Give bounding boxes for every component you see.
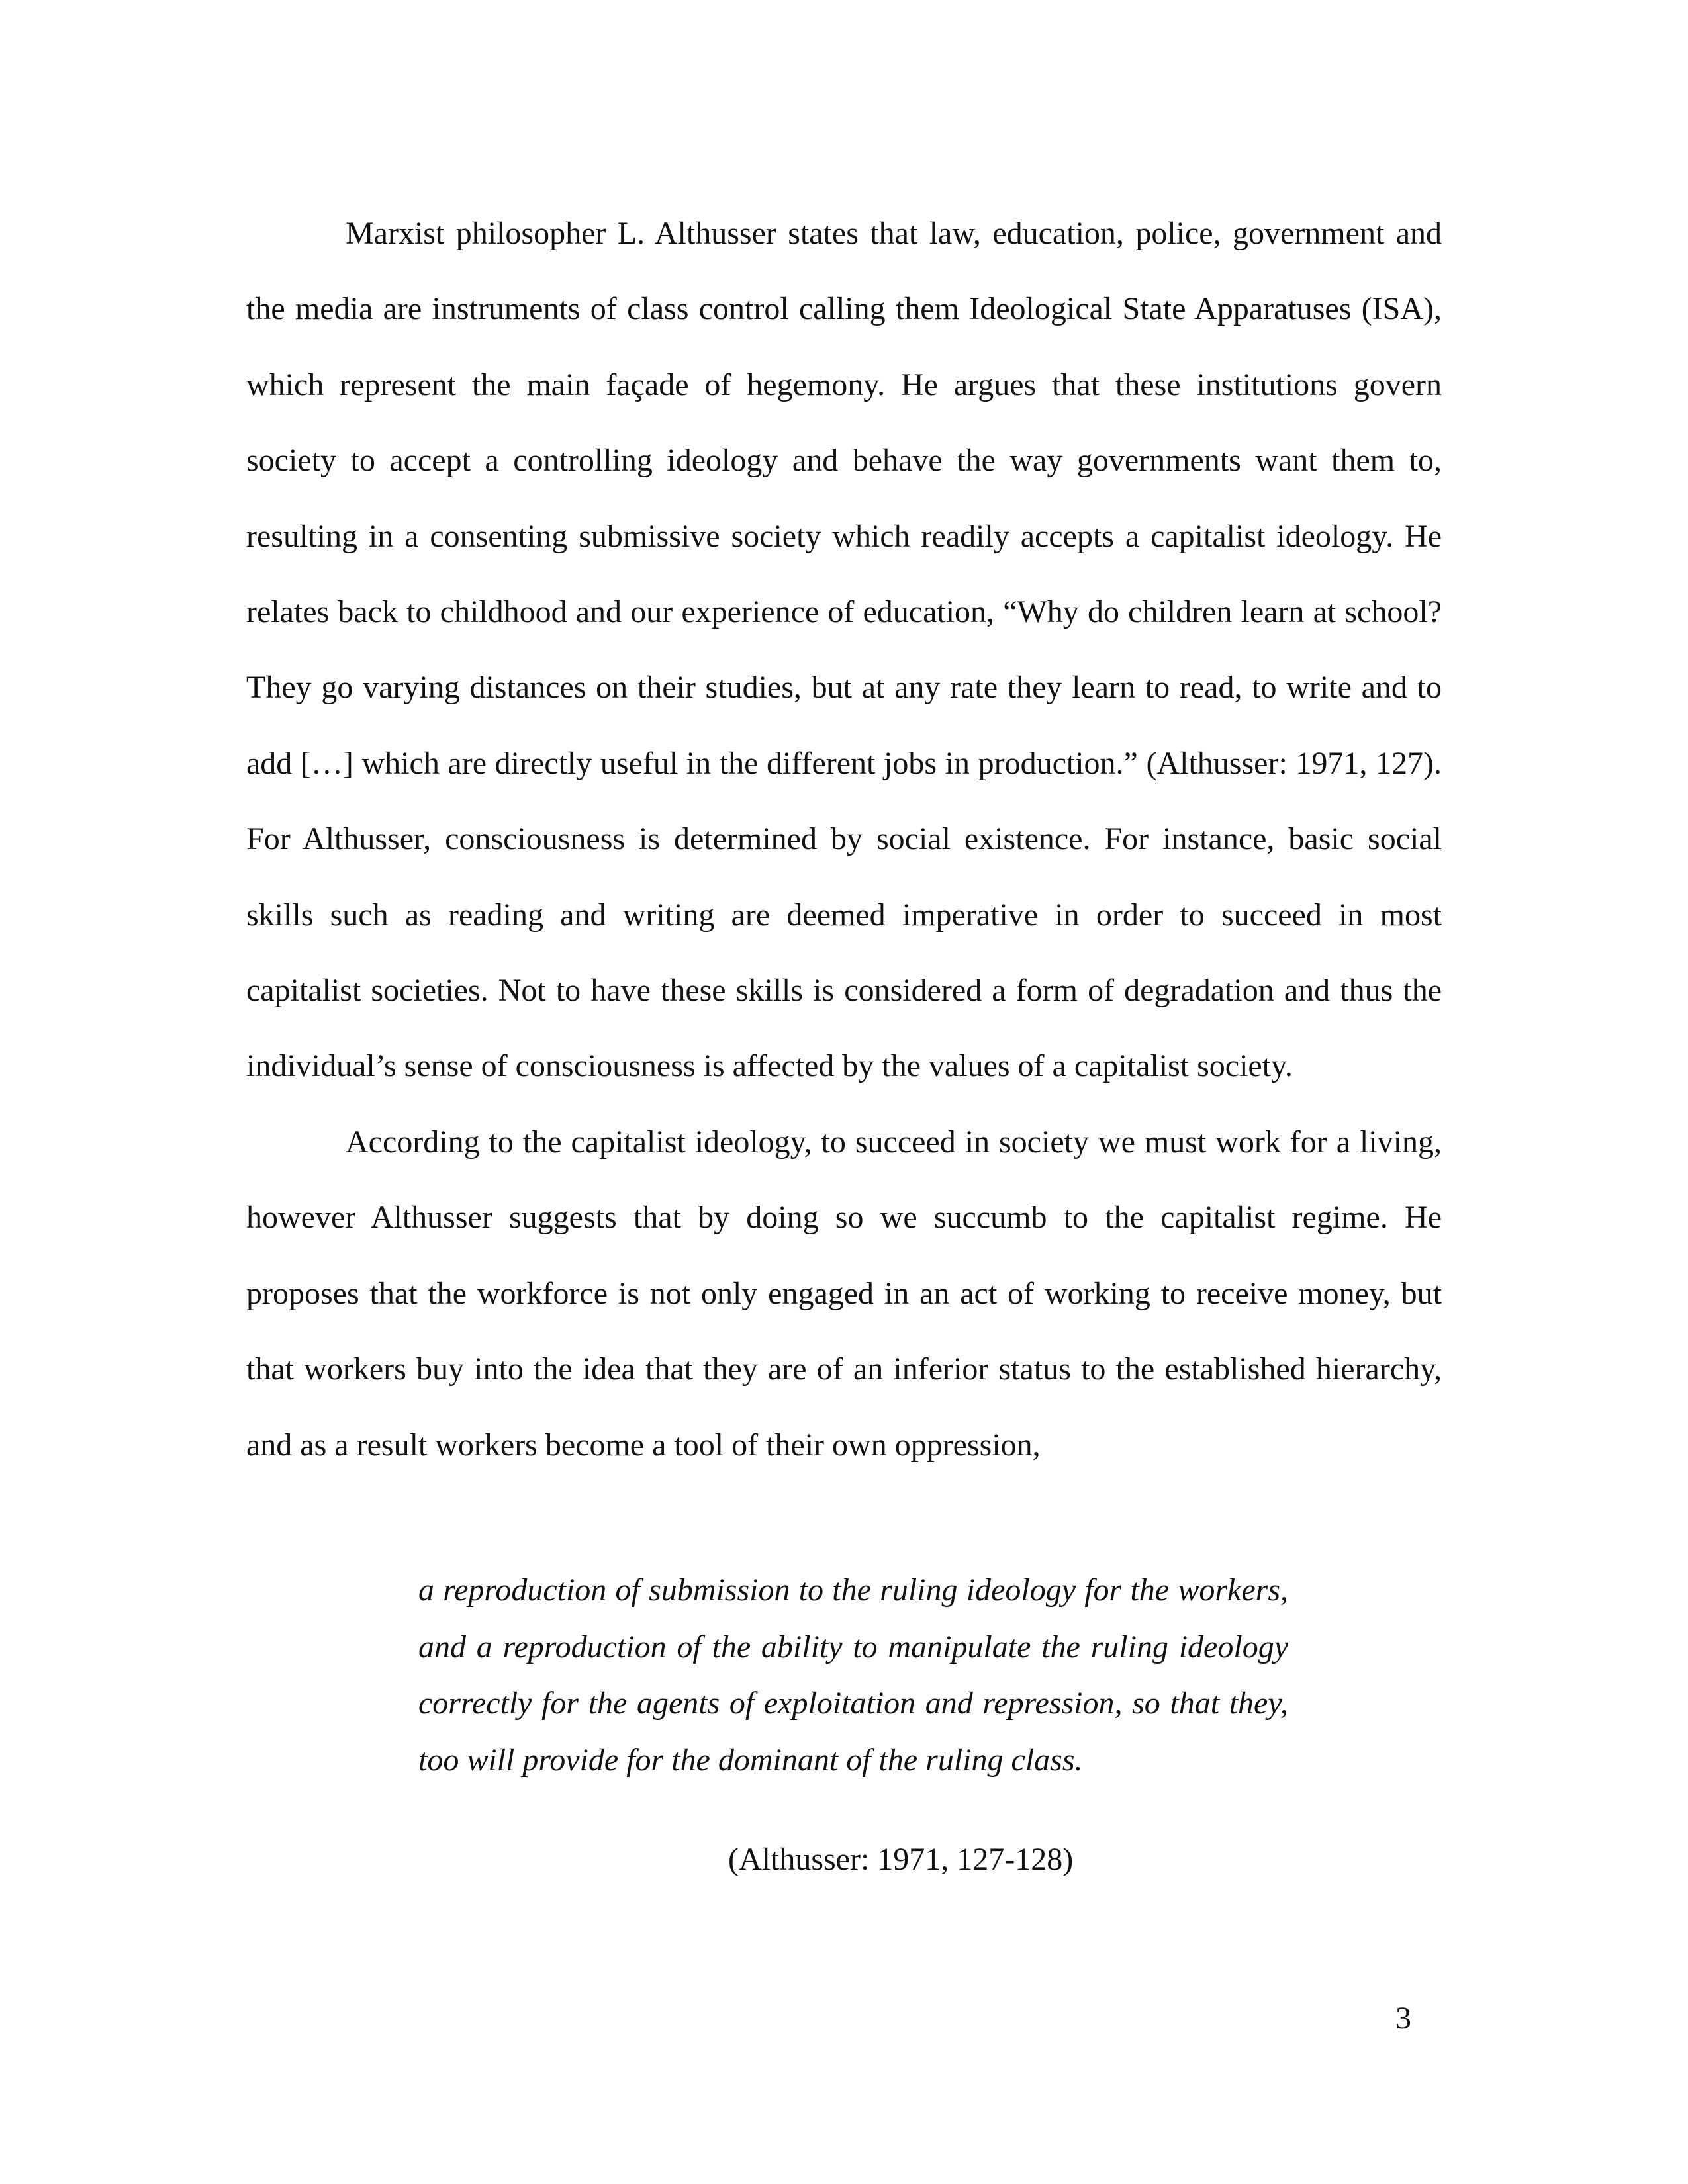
paragraph-capitalist-ideology: According to the capitalist ideology, to succeed in society we must work for a living, however Althusser suggests that by doing so we succumb to the capitalist regime. He proposes that the workforce is not only engaged in an act of working to receive money, but that workers buy into the idea that they are of an inferior status to the established hierarchy, and as a result workers become a tool of their own oppression,: [246, 1124, 1442, 1463]
page-number: 3: [1395, 2001, 1411, 2036]
body-text: [246, 196, 1442, 1483]
paragraph-althusser-isa: Marxist philosopher L. Althusser states that law, education, police, government and the media are instruments of class control calling them Ideological State Apparatuses (ISA), which represent the main façade of hegemony. He argues that these institutions govern society to accept a controlling ideology and behave the way governments want them to, resulting in a consenting submissive society which readily accepts a capitalist ideology. He relates back to childhood and our experience of education, “Why do children learn at school? They go varying distances on their studies, but at any rate they learn to read, to write and to add […] which are directly useful in the different jobs in production.” (Althusser: 1971, 127). For Althusser, consciousness is determined by social existence. For instance, basic social skills such as reading and writing are deemed imperative in order to succeed in most capitalist societies. Not to have these skills is considered a form of degradation and thus the individual’s sense of consciousness is affected by the values of a capitalist society.: [246, 216, 1442, 1084]
block-quote: a reproduction of submission to the ruling ideology for the workers, and a reproduction of the ability to manipulate the ruling ideology correctly for the agents of exploitation and repression, so that they, too will provide for the dominant of the ruling class.: [418, 1572, 1288, 1778]
quote-citation: (Althusser: 1971, 127-128): [728, 1842, 1074, 1877]
